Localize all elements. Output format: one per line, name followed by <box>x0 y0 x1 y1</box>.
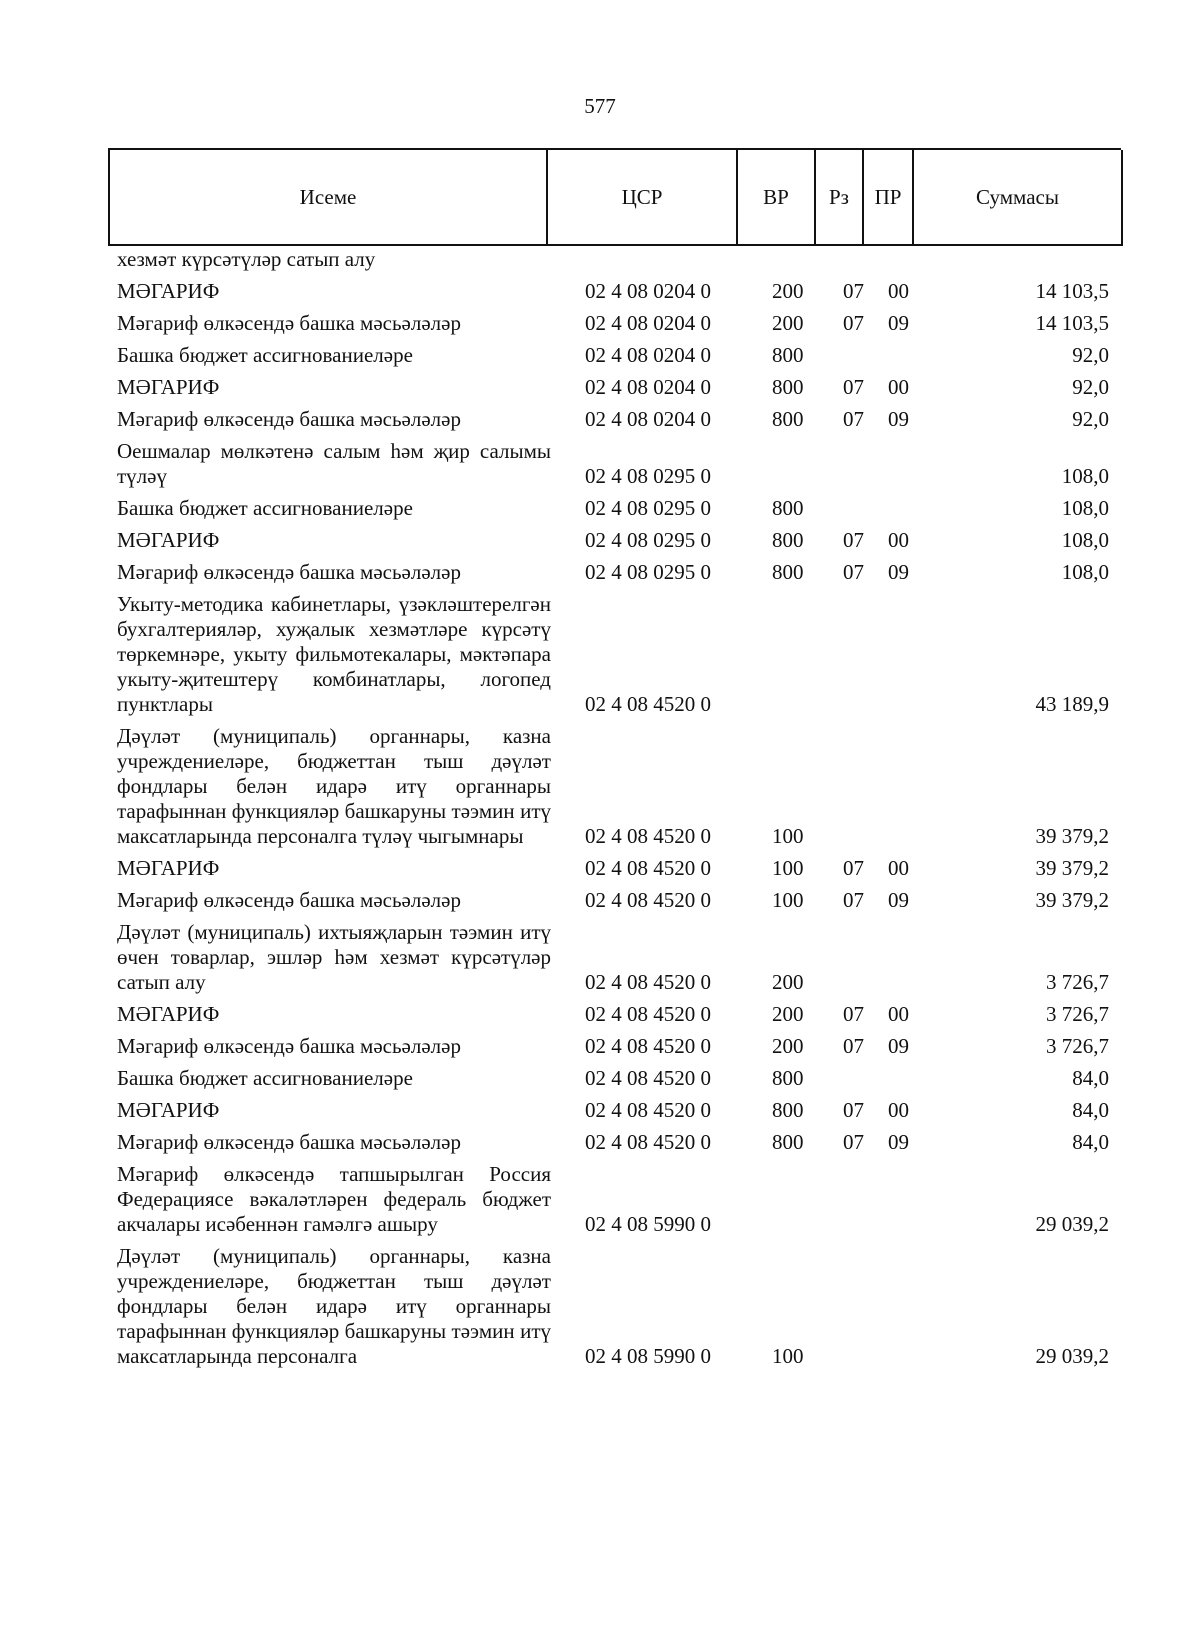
row-sum: 84,0 <box>1072 1098 1109 1122</box>
row-name: МӘГАРИФ <box>117 1098 220 1122</box>
row-sum: 3 726,7 <box>1046 970 1109 994</box>
row-rz: 07 <box>843 1034 864 1058</box>
row-csr: 02 4 08 0295 0 <box>585 464 711 488</box>
row-csr: 02 4 08 0295 0 <box>585 528 711 552</box>
row-rz: 07 <box>843 1002 864 1026</box>
row-rz: 07 <box>843 375 864 399</box>
column-header-pr: ПР <box>864 150 914 246</box>
row-vr: 800 <box>772 528 804 552</box>
row-vr: 800 <box>772 407 804 431</box>
row-csr: 02 4 08 4520 0 <box>585 1034 711 1058</box>
row-sum: 92,0 <box>1072 407 1109 431</box>
row-pr: 00 <box>888 528 909 552</box>
row-vr: 200 <box>772 1034 804 1058</box>
row-vr: 100 <box>772 856 804 880</box>
row-sum: 3 726,7 <box>1046 1002 1109 1026</box>
row-vr: 200 <box>772 279 804 303</box>
table-row <box>0 496 1200 528</box>
row-pr: 09 <box>888 311 909 335</box>
table-row <box>0 560 1200 592</box>
row-name: МӘГАРИФ <box>117 1002 220 1026</box>
row-csr: 02 4 08 0295 0 <box>585 560 711 584</box>
table-row <box>0 592 1200 724</box>
row-csr: 02 4 08 0295 0 <box>585 496 711 520</box>
page-number: 577 <box>584 94 616 118</box>
row-sum: 108,0 <box>1061 560 1109 584</box>
row-sum: 39 379,2 <box>1035 888 1109 912</box>
table-row <box>0 724 1200 856</box>
row-rz: 07 <box>843 311 864 335</box>
row-sum: 84,0 <box>1072 1130 1109 1154</box>
table-row <box>0 920 1200 1002</box>
table-row <box>0 1002 1200 1034</box>
row-name: Укыту-методика кабинетлары, үзәкләштерелгән бухгалтерияләр, хуҗалык хезмәтләре күрсәтү төркемнәре, укыту фильмотекалары, мәктәпара укыту-җитештерү комбинатлары, логопед пунктлары <box>117 592 551 716</box>
row-sum: 92,0 <box>1072 343 1109 367</box>
row-rz: 07 <box>843 856 864 880</box>
row-rz: 07 <box>843 528 864 552</box>
row-name: Оешмалар мөлкәтенә салым һәм җир салымы түләү <box>117 439 551 488</box>
row-name: Дәүләт (муниципаль) ихтыяҗларын тәэмин итү өчен товарлар, эшләр һәм хезмәт күрсәтүләр сатып алу <box>117 920 551 994</box>
row-vr: 100 <box>772 1344 804 1368</box>
row-sum: 29 039,2 <box>1035 1344 1109 1368</box>
row-rz: 07 <box>843 279 864 303</box>
row-csr: 02 4 08 4520 0 <box>585 824 711 848</box>
row-name: Мәгариф өлкәсендә башка мәсьәләләр <box>117 1130 461 1154</box>
row-vr: 800 <box>772 375 804 399</box>
column-header-name: Исеме <box>110 150 548 246</box>
row-csr: 02 4 08 5990 0 <box>585 1344 711 1368</box>
row-sum: 3 726,7 <box>1046 1034 1109 1058</box>
row-sum: 84,0 <box>1072 1066 1109 1090</box>
table-row <box>0 1098 1200 1130</box>
row-sum: 108,0 <box>1061 496 1109 520</box>
row-sum: 43 189,9 <box>1035 692 1109 716</box>
row-name: Башка бюджет ассигнованиеләре <box>117 343 413 367</box>
table-row <box>0 528 1200 560</box>
row-csr: 02 4 08 4520 0 <box>585 856 711 880</box>
row-pr: 00 <box>888 856 909 880</box>
column-header-sum: Суммасы <box>914 150 1123 246</box>
table-row <box>0 407 1200 439</box>
row-pr: 00 <box>888 1002 909 1026</box>
row-name: Дәүләт (муниципаль) органнары, казна учреждениеләре, бюджеттан тыш дәүләт фондлары белән идарә итү органнары тарафыннан функцияләр башкаруны тәэмин итү максатларында персоналга түләү чыгымнары <box>117 724 551 848</box>
row-csr: 02 4 08 4520 0 <box>585 1066 711 1090</box>
table-row <box>0 1130 1200 1162</box>
row-name: Башка бюджет ассигнованиеләре <box>117 496 413 520</box>
row-csr: 02 4 08 4520 0 <box>585 970 711 994</box>
row-sum: 108,0 <box>1061 528 1109 552</box>
column-header-vr: ВР <box>738 150 816 246</box>
row-name: Мәгариф өлкәсендә башка мәсьәләләр <box>117 407 461 431</box>
row-vr: 100 <box>772 888 804 912</box>
row-name: МӘГАРИФ <box>117 279 220 303</box>
row-name: МӘГАРИФ <box>117 856 220 880</box>
row-sum: 39 379,2 <box>1035 856 1109 880</box>
row-vr: 200 <box>772 1002 804 1026</box>
row-rz: 07 <box>843 1098 864 1122</box>
table-row <box>0 247 1200 279</box>
row-name: Мәгариф өлкәсендә башка мәсьәләләр <box>117 1034 461 1058</box>
row-csr: 02 4 08 0204 0 <box>585 311 711 335</box>
row-csr: 02 4 08 4520 0 <box>585 1130 711 1154</box>
row-rz: 07 <box>843 1130 864 1154</box>
table-row <box>0 1066 1200 1098</box>
row-csr: 02 4 08 0204 0 <box>585 407 711 431</box>
column-header-rz: Рз <box>816 150 864 246</box>
table-row <box>0 311 1200 343</box>
row-vr: 800 <box>772 560 804 584</box>
row-sum: 29 039,2 <box>1035 1212 1109 1236</box>
table-row <box>0 1244 1200 1376</box>
row-name: Мәгариф өлкәсендә башка мәсьәләләр <box>117 888 461 912</box>
row-sum: 14 103,5 <box>1035 311 1109 335</box>
row-name: Мәгариф өлкәсендә башка мәсьәләләр <box>117 311 461 335</box>
row-vr: 800 <box>772 1098 804 1122</box>
row-rz: 07 <box>843 560 864 584</box>
row-csr: 02 4 08 4520 0 <box>585 692 711 716</box>
row-pr: 00 <box>888 279 909 303</box>
row-name: Башка бюджет ассигнованиеләре <box>117 1066 413 1090</box>
row-name: Мәгариф өлкәсендә башка мәсьәләләр <box>117 560 461 584</box>
row-csr: 02 4 08 4520 0 <box>585 1002 711 1026</box>
row-csr: 02 4 08 0204 0 <box>585 279 711 303</box>
table-row <box>0 888 1200 920</box>
row-vr: 200 <box>772 311 804 335</box>
table-row <box>0 279 1200 311</box>
table-header <box>108 148 1121 246</box>
row-pr: 00 <box>888 375 909 399</box>
row-name: МӘГАРИФ <box>117 375 220 399</box>
table-row <box>0 1034 1200 1066</box>
table-row <box>0 1162 1200 1244</box>
row-csr: 02 4 08 4520 0 <box>585 888 711 912</box>
row-sum: 14 103,5 <box>1035 279 1109 303</box>
row-sum: 39 379,2 <box>1035 824 1109 848</box>
table-row <box>0 375 1200 407</box>
table-body <box>0 247 1200 1376</box>
row-vr: 100 <box>772 824 804 848</box>
column-header-csr: ЦСР <box>548 150 738 246</box>
row-pr: 00 <box>888 1098 909 1122</box>
row-csr: 02 4 08 0204 0 <box>585 375 711 399</box>
row-name: МӘГАРИФ <box>117 528 220 552</box>
row-sum: 108,0 <box>1061 464 1109 488</box>
row-pr: 09 <box>888 1034 909 1058</box>
table-row <box>0 439 1200 496</box>
row-vr: 800 <box>772 343 804 367</box>
row-sum: 92,0 <box>1072 375 1109 399</box>
row-name: Мәгариф өлкәсендә тапшырылган Россия Федерациясе вәкаләтләрен федераль бюджет акчалары исәбеннән гамәлгә ашыру <box>117 1162 551 1236</box>
row-pr: 09 <box>888 1130 909 1154</box>
row-pr: 09 <box>888 888 909 912</box>
row-name: хезмәт күрсәтүләр сатып алу <box>117 247 376 271</box>
table-row <box>0 343 1200 375</box>
row-pr: 09 <box>888 560 909 584</box>
row-rz: 07 <box>843 888 864 912</box>
row-vr: 800 <box>772 1130 804 1154</box>
row-csr: 02 4 08 4520 0 <box>585 1098 711 1122</box>
row-vr: 800 <box>772 1066 804 1090</box>
row-pr: 09 <box>888 407 909 431</box>
row-csr: 02 4 08 0204 0 <box>585 343 711 367</box>
row-csr: 02 4 08 5990 0 <box>585 1212 711 1236</box>
row-name: Дәүләт (муниципаль) органнары, казна учреждениеләре, бюджеттан тыш дәүләт фондлары белән идарә итү органнары тарафыннан функцияләр башкаруны тәэмин итү максатларында персоналга <box>117 1244 551 1368</box>
row-vr: 200 <box>772 970 804 994</box>
table-row <box>0 856 1200 888</box>
row-rz: 07 <box>843 407 864 431</box>
row-vr: 800 <box>772 496 804 520</box>
